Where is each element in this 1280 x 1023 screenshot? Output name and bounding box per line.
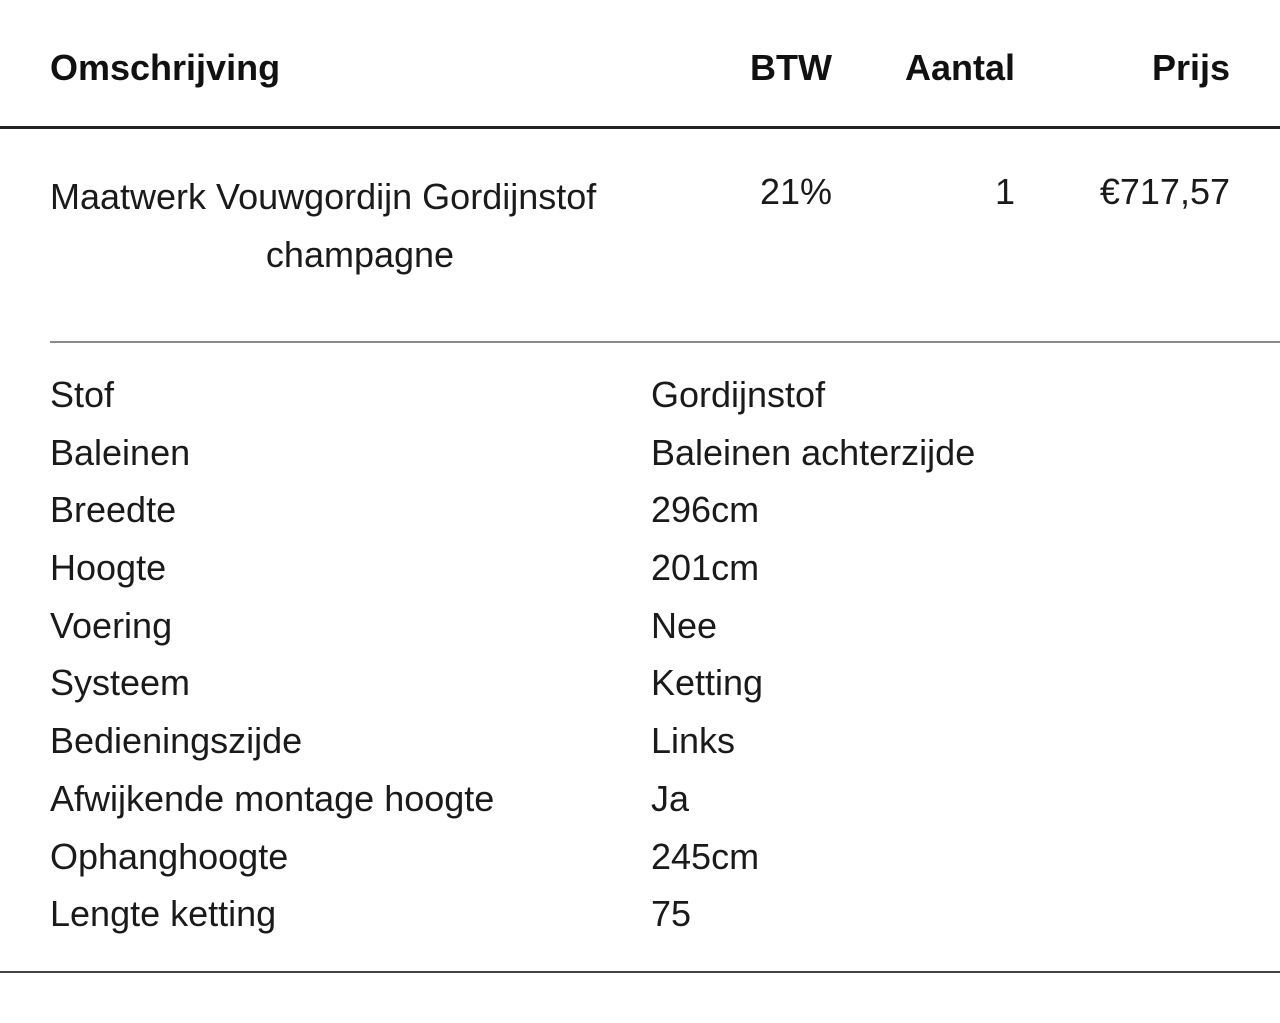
spec-value: Baleinen achterzijde bbox=[651, 431, 976, 473]
spec-row-breedte bbox=[50, 481, 1230, 539]
header-divider bbox=[0, 126, 1280, 129]
header-description: Omschrijving bbox=[50, 47, 281, 88]
spec-label: Ophanghoogte bbox=[50, 835, 289, 877]
spec-label: Systeem bbox=[50, 662, 191, 704]
header-price: Prijs bbox=[1151, 47, 1230, 88]
spec-label: Afwijkende montage hoogte bbox=[50, 777, 495, 819]
spec-value: 296cm bbox=[651, 489, 760, 531]
table-bottom-divider bbox=[0, 971, 1280, 973]
spec-value: 75 bbox=[651, 893, 692, 935]
item-vat: 21% bbox=[759, 171, 832, 212]
spec-row-baleinen bbox=[50, 424, 1230, 482]
spec-list bbox=[50, 366, 1230, 943]
item-quantity: 1 bbox=[994, 171, 1015, 212]
spec-value: Ketting bbox=[651, 662, 764, 704]
spec-row-bedieningszijde bbox=[50, 712, 1230, 770]
spec-row-lengte-ketting bbox=[50, 885, 1230, 943]
spec-label: Breedte bbox=[50, 489, 177, 531]
item-description bbox=[50, 168, 670, 284]
item-name-line1: Maatwerk Vouwgordijn Gordijnstof bbox=[50, 176, 597, 217]
spec-value: Links bbox=[651, 720, 736, 762]
item-divider bbox=[50, 341, 1280, 343]
spec-value: Ja bbox=[651, 777, 690, 819]
spec-row-systeem bbox=[50, 654, 1230, 712]
spec-label: Bedieningszijde bbox=[50, 720, 303, 762]
spec-row-montage-hoogte bbox=[50, 770, 1230, 828]
spec-value: 245cm bbox=[651, 835, 760, 877]
spec-value: 201cm bbox=[651, 547, 760, 589]
item-name-line2: champagne bbox=[265, 234, 455, 275]
spec-row-voering bbox=[50, 597, 1230, 655]
item-price: €717,57 bbox=[1099, 171, 1230, 212]
spec-value: Gordijnstof bbox=[651, 374, 826, 415]
spec-label: Baleinen bbox=[50, 431, 191, 473]
header-quantity: Aantal bbox=[904, 47, 1015, 88]
spec-label: Voering bbox=[50, 604, 173, 646]
spec-row-stof bbox=[50, 366, 1230, 424]
spec-value: Nee bbox=[651, 604, 718, 646]
header-vat: BTW bbox=[750, 47, 832, 88]
spec-label: Hoogte bbox=[50, 547, 167, 589]
spec-label: Stof bbox=[50, 374, 115, 415]
spec-row-hoogte bbox=[50, 539, 1230, 597]
spec-label: Lengte ketting bbox=[50, 893, 277, 935]
spec-row-ophanghoogte bbox=[50, 828, 1230, 886]
